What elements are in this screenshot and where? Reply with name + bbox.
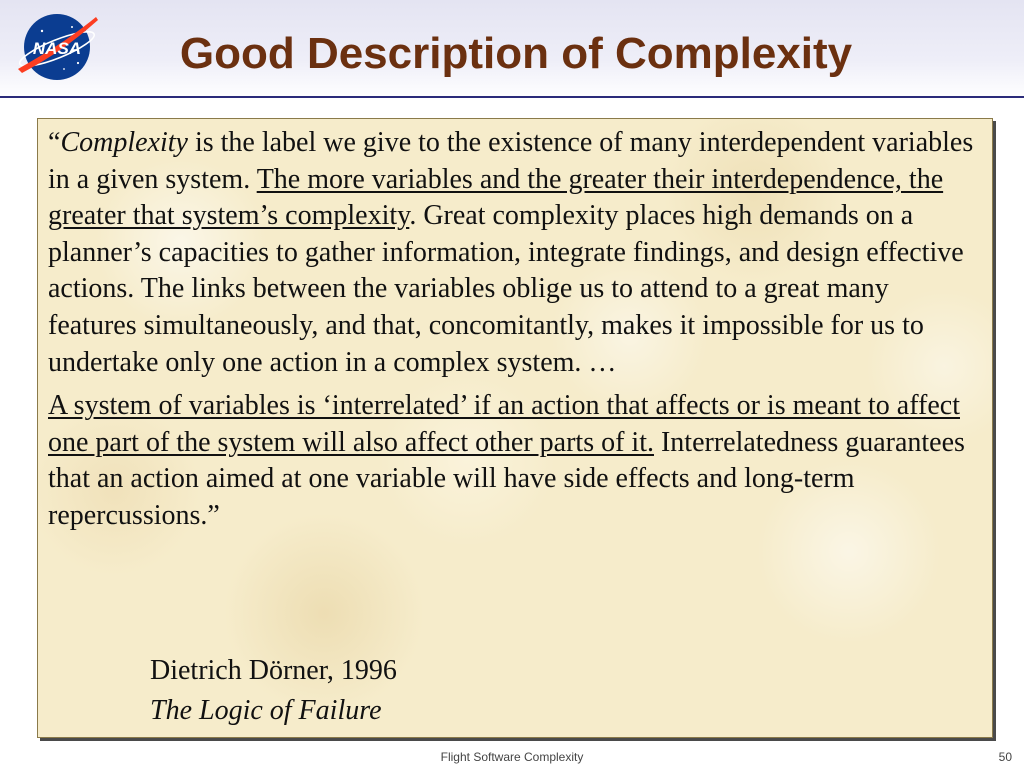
footer-title: Flight Software Complexity	[440, 750, 584, 764]
citation-book-title: The Logic of Failure	[150, 695, 382, 726]
quote-paragraph-1	[48, 125, 982, 381]
quote-paragraph-2	[48, 388, 982, 534]
quote-p2-text: Interrelatedness guarantees that an action aimed at one variable will have side effects and long-term repercussions.”	[48, 426, 965, 531]
slide-title: Good Description of Complexity	[179, 29, 853, 78]
open-quote-mark: “	[48, 127, 61, 158]
quote-box	[37, 118, 993, 738]
quote-p1-underlined: The more variables and the greater their interdependence, the greater that system’s complexity	[48, 163, 944, 232]
complexity-term: Complexity	[60, 127, 188, 158]
page-number: 50	[998, 750, 1012, 764]
svg-text:NASA: NASA	[32, 39, 82, 58]
quote-p1-text-b: . Great complexity places high demands on a planner’s capacities to gather information, integrate findings, and design effective actions. The links between the variables oblige us to attend to a great many features simultaneously, and that, concomitantly, makes it impossible for us to undertake only one action in a complex system. …	[48, 200, 964, 378]
title-divider	[0, 96, 1024, 98]
citation	[150, 651, 397, 731]
citation-author: Dietrich Dörner, 1996	[150, 655, 397, 686]
quote-p1-text-a: is the label we give to the existence of many interdependent variables in a given system.	[48, 127, 974, 195]
quote-p2-underlined: A system of variables is ‘interrelated’ if an action that affects or is meant to affect one part of the system will also affect other parts of it.	[48, 390, 960, 458]
